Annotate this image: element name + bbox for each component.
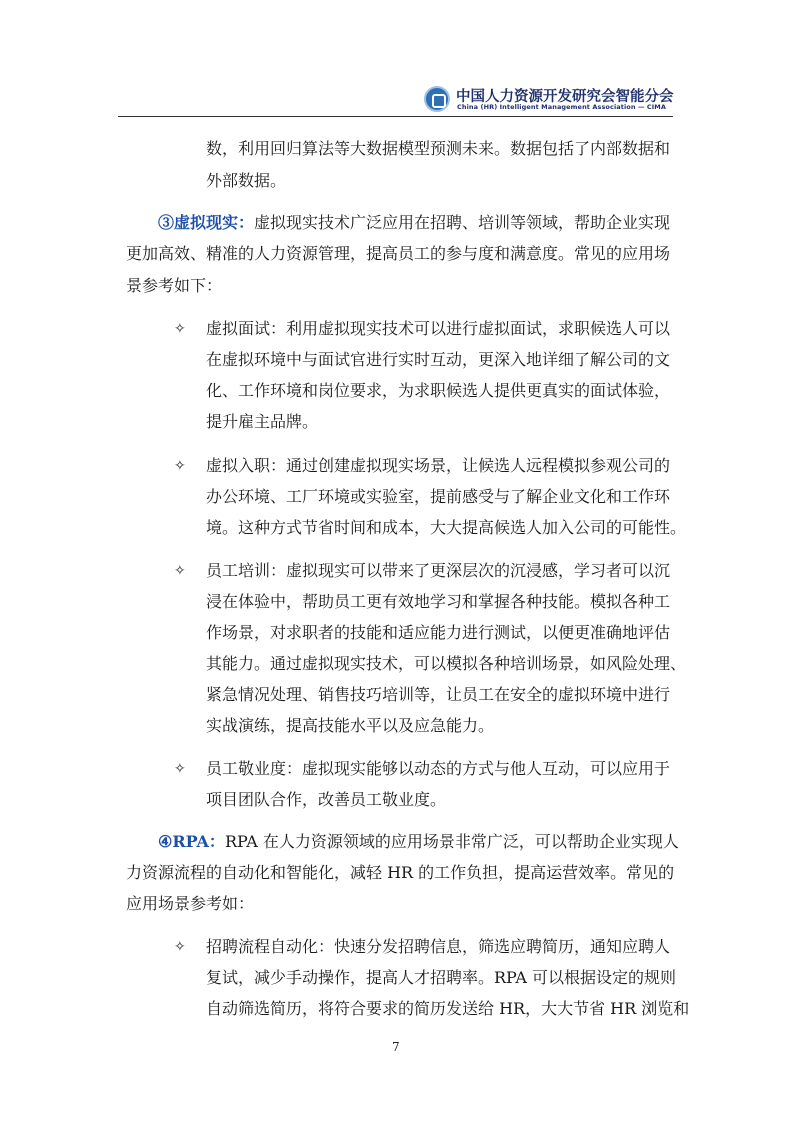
bullet-line: 在虚拟环境中与面试官进行实时互动，更深入地详细了解公司的文 bbox=[206, 350, 671, 369]
header-org-english-name: China (HR) Intelligent Management Association — CIMA bbox=[457, 103, 667, 111]
bullet-line: 实战演练，提高技能水平以及应急能力。 bbox=[206, 716, 495, 735]
bullet-line: 虚拟面试：利用虚拟现实技术可以进行虚拟面试，求职候选人可以 bbox=[206, 319, 671, 338]
section-paragraph bbox=[158, 213, 670, 233]
bullet-line: 紧急情况处理、销售技巧培训等，让员工在安全的虚拟环境中进行 bbox=[206, 685, 671, 704]
section-heading-vr: ③虚拟现实： bbox=[158, 213, 255, 232]
bullet-line: 提升雇主品牌。 bbox=[206, 412, 319, 431]
bullet-line: 境。这种方式节省时间和成本，大大提高候选人加入公司的可能性。 bbox=[206, 518, 687, 537]
body-line: 景参考如下： bbox=[126, 276, 223, 295]
bullet-line: 作场景，对求职者的技能和适应能力进行测试，以便更准确地评估 bbox=[206, 623, 671, 642]
section-paragraph bbox=[158, 832, 679, 852]
bullet-line: 招聘流程自动化：快速分发招聘信息，筛选应聘简历，通知应聘人 bbox=[206, 937, 671, 956]
bullet-line: 其能力。通过虚拟现实技术，可以模拟各种培训场景，如风险处理、 bbox=[206, 654, 687, 673]
bullet-line: 化、工作环境和岗位要求，为求职候选人提供更真实的面试体验， bbox=[206, 381, 671, 400]
bullet-diamond-icon: ✧ bbox=[174, 939, 186, 955]
bullet-line: 员工敬业度：虚拟现实能够以动态的方式与他人互动，可以应用于 bbox=[206, 759, 671, 778]
bullet-line: 虚拟入职：通过创建虚拟现实场景，让候选人远程模拟参观公司的 bbox=[206, 456, 671, 475]
body-line: 应用场景参考如： bbox=[126, 894, 255, 913]
bullet-diamond-icon: ✧ bbox=[174, 321, 186, 337]
body-line: 更加高效、精准的人力资源管理，提高员工的参与度和满意度。常见的应用场 bbox=[126, 244, 671, 263]
bullet-diamond-icon: ✧ bbox=[174, 761, 186, 777]
body-line: 外部数据。 bbox=[206, 171, 287, 190]
bullet-line: 自动筛选简历，将符合要求的简历发送给 HR，大大节省 HR 浏览和 bbox=[206, 999, 690, 1018]
page-number: 7 bbox=[392, 1040, 400, 1054]
bullet-line: 员工培训：虚拟现实可以带来了更深层次的沉浸感，学习者可以沉 bbox=[206, 561, 671, 580]
bullet-line: 浸在体验中，帮助员工更有效地学习和掌握各种技能。模拟各种工 bbox=[206, 592, 671, 611]
body-text: 虚拟现实技术广泛应用在招聘、培训等领域，帮助企业实现 bbox=[254, 213, 671, 232]
bullet-line: 复试，减少手动操作，提高人才招聘率。RPA 可以根据设定的规则 bbox=[206, 968, 676, 987]
bullet-diamond-icon: ✧ bbox=[174, 563, 186, 579]
cima-logo-icon bbox=[424, 86, 450, 112]
bullet-diamond-icon: ✧ bbox=[174, 458, 186, 474]
body-line: 数，利用回归算法等大数据模型预测未来。数据包括了内部数据和 bbox=[206, 139, 671, 158]
body-line: 力资源流程的自动化和智能化，减轻 HR 的工作负担，提高运营效率。常见的 bbox=[126, 863, 675, 882]
bullet-line: 项目团队合作，改善员工敬业度。 bbox=[206, 790, 447, 809]
header-divider bbox=[118, 116, 673, 117]
page-header bbox=[118, 82, 673, 118]
section-heading-rpa: ④RPA： bbox=[158, 832, 225, 851]
header-org-name: 中国人力资源开发研究会智能分会 bbox=[456, 89, 674, 105]
bullet-line: 办公环境、工厂环境或实验室，提前感受与了解企业文化和工作环 bbox=[206, 487, 671, 506]
body-text: RPA 在人力资源领域的应用场景非常广泛，可以帮助企业实现人 bbox=[224, 832, 679, 851]
